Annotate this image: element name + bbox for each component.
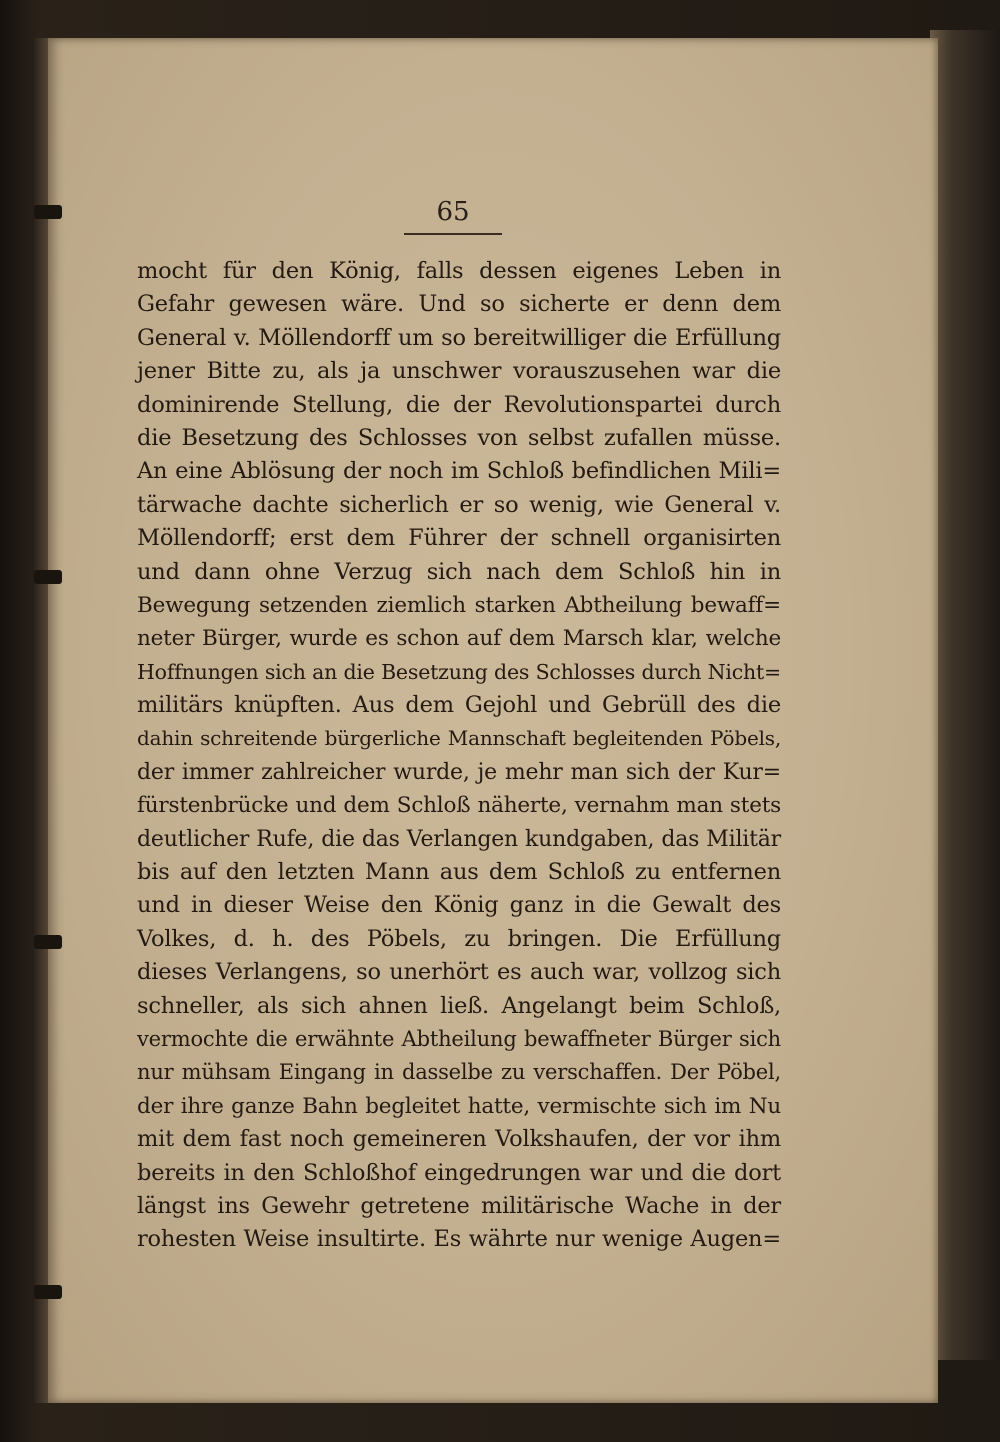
text-line: Hoffnungen sich an die Besetzung des Schlosses durch Nicht= [137,659,781,684]
text-line: der immer zahlreicher wurde, je mehr man sich der Kur= [137,759,781,785]
text-line: und in dieser Weise den König ganz in die Gewalt des [137,892,781,919]
text-line: Gefahr gewesen wäre. Und so sicherte er denn dem [137,291,781,318]
binding-clip [34,935,62,949]
binding-clip [34,205,62,219]
text-line: fürstenbrücke und dem Schloß näherte, vernahm man stets [137,793,781,819]
text-line: bis auf den letzten Mann aus dem Schloß zu entfernen [137,859,781,886]
binding-clip [34,570,62,584]
text-line: schneller, als sich ahnen ließ. Angelangt beim Schloß, [137,992,781,1019]
text-line: dahin schreitende bürgerliche Mannschaft begleitenden Pöbels, [137,726,781,751]
text-line: rohesten Weise insultirte. Es währte nur wenige Augen= [137,1226,781,1253]
body-text [137,255,781,1257]
text-line: bereits in den Schloßhof eingedrungen war und die dort [137,1159,781,1186]
text-line: die Besetzung des Schlosses von selbst zufallen müsse. [137,424,781,451]
text-line: jener Bitte zu, als ja unschwer vorauszusehen war die [137,358,781,385]
page-number: 65 [436,197,470,227]
text-line: dominirende Stellung, die der Revolutionspartei durch [137,391,781,418]
text-line: nur mühsam Eingang in dasselbe zu verschaffen. Der Pöbel, [137,1060,781,1085]
text-line: neter Bürger, wurde es schon auf dem Marsch klar, welche [137,626,781,652]
text-line: der ihre ganze Bahn begleitet hatte, vermischte sich im Nu [137,1093,781,1119]
text-line: militärs knüpften. Aus dem Gejohl und Gebrüll des die [137,692,781,719]
text-line: dieses Verlangens, so unerhört es auch war, vollzog sich [137,959,781,986]
text-line: und dann ohne Verzug sich nach dem Schloß hin in [137,558,781,585]
text-line: längst ins Gewehr getretene militärische Wache in der [137,1192,781,1219]
text-line: mocht für den König, falls dessen eigenes Leben in [137,258,781,284]
text-line: Möllendorff; erst dem Führer der schnell organisirten [137,525,781,552]
page-number-rule [404,233,502,235]
text-line: vermochte die erwähnte Abtheilung bewaffneter Bürger sich [137,1026,781,1051]
text-line: tärwache dachte sicherlich er so wenig, wie General v. [137,491,781,518]
text-line: mit dem fast noch gemeineren Volkshaufen, der vor ihm [137,1126,781,1153]
text-line: General v. Möllendorff um so bereitwilliger die Erfüllung [137,324,781,351]
text-line: An eine Ablösung der noch im Schloß befindlichen Mili= [137,458,781,485]
text-line: Bewegung setzenden ziemlich starken Abtheilung bewaff= [137,592,781,618]
book-spine [930,30,1000,1360]
text-line: deutlicher Rufe, die das Verlangen kundgaben, das Militär [137,826,781,852]
text-line: Volkes, d. h. des Pöbels, zu bringen. Die Erfüllung [137,925,781,952]
binding-clip [34,1285,62,1299]
